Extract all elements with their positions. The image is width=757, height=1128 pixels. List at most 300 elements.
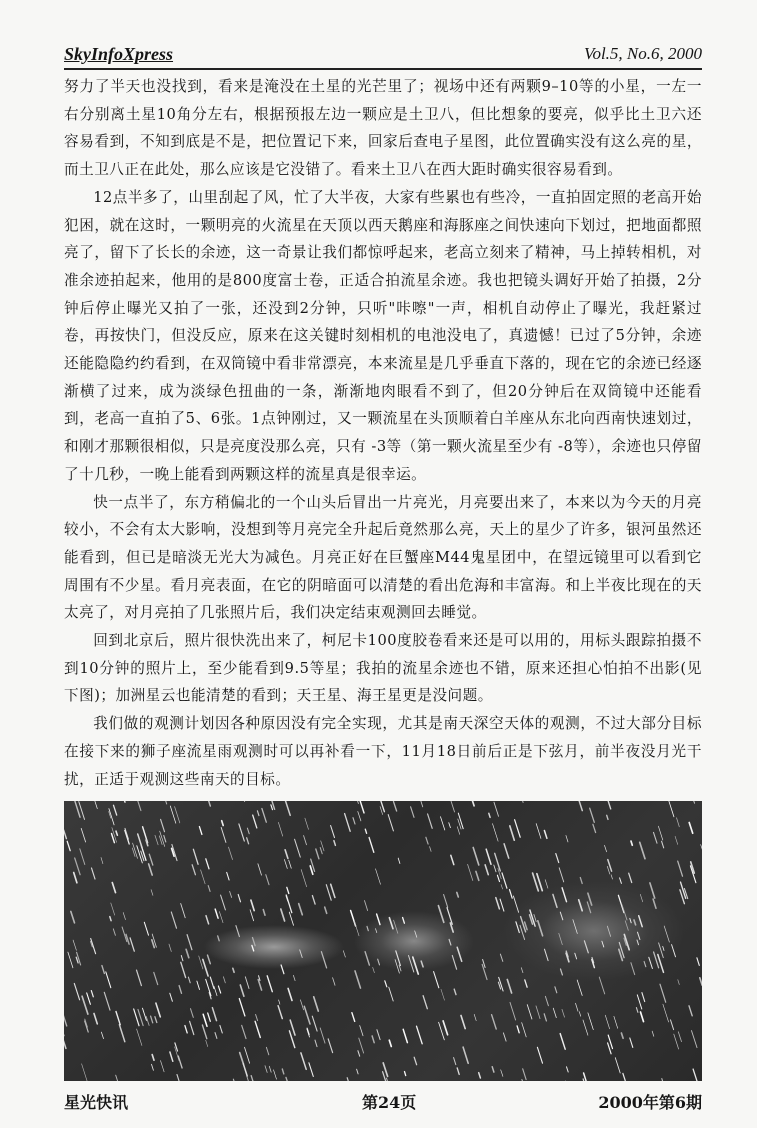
star-streak: [355, 801, 359, 804]
star-streak: [461, 1016, 465, 1029]
star-streak: [156, 1003, 160, 1017]
star-streak: [639, 916, 643, 927]
star-streak: [68, 952, 73, 968]
star-streak: [102, 966, 105, 974]
star-streak: [421, 961, 423, 967]
star-streak: [247, 1076, 252, 1081]
star-streak: [637, 940, 639, 945]
star-streak: [573, 920, 577, 934]
star-streak: [527, 1005, 532, 1019]
star-streak: [247, 828, 249, 834]
star-streak: [358, 1051, 360, 1057]
star-streak: [301, 1053, 306, 1069]
star-streak: [240, 985, 244, 996]
star-streak: [642, 993, 645, 1002]
star-streak: [575, 953, 577, 959]
paragraph-3: 快一点半了，东方稍偏北的一个山头后冒出一片亮光，月亮要出来了，本来以为今天的月亮较小，不会有太大影响，没想到等月亮完全升起后竟然那么亮，天上的星少了许多，银河虽然还能看到，但已是暗淡无光大为减色。月亮正好在巨蟹座M44鬼星团中，在望远镜里可以看到它周围有不少星。看月亮表面，在它的阴暗面可以清楚的看出危海和丰富海。和上半夜比现在的天太亮了，对月亮拍了几张照片后，我们决定结束观测回去睡觉。: [64, 493, 702, 622]
article-body: [64, 73, 702, 793]
star-streak: [181, 956, 183, 961]
star-streak: [602, 941, 604, 947]
star-streak: [208, 955, 211, 964]
star-streak: [405, 1072, 406, 1076]
star-streak: [555, 987, 557, 993]
star-streak: [545, 880, 548, 889]
star-streak: [492, 1015, 497, 1029]
star-streak: [500, 899, 504, 911]
star-streak: [152, 1055, 154, 1061]
star-streak: [389, 987, 393, 1001]
star-streak: [516, 922, 519, 933]
star-streak: [87, 993, 91, 1004]
star-streak: [208, 886, 210, 892]
star-streak: [562, 1009, 565, 1017]
star-streak: [630, 1038, 633, 1047]
star-streak: [316, 849, 319, 859]
star-streak: [243, 1064, 247, 1076]
star-streak: [474, 1014, 476, 1020]
star-streak: [80, 849, 85, 865]
star-streak: [171, 912, 176, 928]
star-streak: [250, 910, 254, 921]
star-streak: [263, 910, 265, 916]
star-streak: [137, 1029, 142, 1046]
star-streak: [197, 981, 200, 989]
star-streak: [559, 933, 563, 944]
star-streak: [181, 904, 186, 918]
footer-issue: 2000年第6期: [598, 1093, 702, 1112]
star-streak: [202, 1025, 206, 1039]
star-streak: [365, 829, 366, 833]
star-streak: [215, 1033, 217, 1039]
star-streak: [146, 1017, 149, 1026]
star-streak: [454, 1058, 456, 1065]
star-streak: [177, 1075, 181, 1081]
star-streak: [608, 1043, 612, 1054]
star-streak: [300, 1000, 303, 1010]
star-streak: [91, 939, 96, 954]
star-streak: [454, 989, 456, 995]
star-streak: [636, 1008, 638, 1013]
star-streak: [279, 1000, 280, 1004]
star-streak: [109, 809, 114, 825]
star-streak: [566, 835, 568, 842]
star-streak: [218, 936, 220, 941]
star-streak: [664, 926, 669, 942]
star-streak: [185, 1026, 187, 1033]
star-streak: [125, 830, 129, 844]
star-streak: [314, 997, 319, 1011]
star-streak: [215, 909, 218, 918]
star-streak: [82, 996, 88, 1014]
star-streak: [247, 838, 249, 844]
star-streak: [81, 828, 85, 842]
star-streak: [76, 957, 78, 963]
star-streak: [212, 1008, 216, 1021]
paragraph-5: 我们做的观测计划因各种原因没有完全实现，尤其是南天深空天体的观测，不过大部分目标在接下来的狮子座流星雨观测时可以再补看一下，11月18日前后正是下弦月，前半夜没月光干扰，正适于观测这些南天的目标。: [64, 715, 702, 788]
star-streak: [468, 864, 473, 880]
star-streak: [560, 1034, 565, 1050]
star-streak: [288, 988, 292, 1000]
star-streak: [426, 837, 428, 844]
star-streak: [671, 1020, 674, 1030]
issue-info: Vol.5, No.6, 2000: [583, 44, 702, 63]
star-streak: [534, 914, 536, 921]
star-streak: [113, 929, 115, 936]
star-streak: [223, 977, 225, 983]
star-streak: [155, 835, 158, 844]
star-streak: [489, 813, 490, 817]
star-streak: [678, 861, 683, 876]
star-streak: [73, 940, 76, 950]
star-streak: [75, 858, 80, 875]
footer-publication: 星光快讯: [64, 1093, 129, 1112]
star-streak: [599, 977, 604, 994]
star-streak: [463, 1047, 468, 1063]
star-streak: [271, 805, 273, 810]
star-streak: [178, 1056, 182, 1068]
star-streak: [255, 1021, 260, 1037]
star-streak: [266, 1047, 268, 1055]
star-streak: [312, 1016, 317, 1031]
star-streak: [578, 801, 583, 811]
star-streak: [672, 945, 676, 957]
star-streak: [206, 859, 209, 869]
star-streak: [590, 808, 595, 822]
star-streak: [253, 938, 256, 946]
star-streak: [428, 814, 433, 828]
star-streak: [326, 885, 331, 901]
star-streak: [674, 1034, 679, 1049]
star-streak: [389, 1040, 391, 1046]
star-streak: [583, 1020, 588, 1035]
star-streak: [354, 921, 359, 936]
star-streak: [286, 895, 292, 913]
star-streak: [536, 1006, 540, 1019]
star-streak: [295, 839, 301, 857]
star-streak: [394, 920, 398, 933]
star-streak: [677, 818, 680, 827]
star-streak: [188, 977, 190, 983]
star-streak: [138, 834, 143, 848]
star-streak: [137, 970, 142, 986]
star-streak: [447, 908, 452, 925]
star-streak: [163, 801, 167, 804]
star-streak: [71, 911, 75, 923]
star-streak: [239, 824, 244, 841]
star-streak: [545, 949, 549, 960]
star-streak: [658, 955, 664, 973]
star-streak: [678, 1032, 681, 1042]
star-streak: [114, 805, 117, 815]
star-streak: [94, 1014, 97, 1024]
star-streak: [201, 870, 206, 884]
star-streak: [457, 892, 459, 897]
meteor-trail-photo: [64, 801, 702, 1081]
star-streak: [701, 845, 702, 855]
star-streak: [394, 802, 397, 811]
star-streak: [111, 903, 115, 915]
star-streak: [345, 814, 351, 832]
star-streak: [210, 977, 214, 988]
star-streak: [357, 1069, 359, 1074]
star-streak: [449, 939, 451, 945]
star-streak: [67, 841, 70, 850]
star-streak: [485, 865, 488, 875]
star-streak: [320, 1028, 325, 1043]
star-streak: [365, 901, 368, 911]
star-streak: [689, 1006, 692, 1016]
star-streak: [614, 1016, 618, 1028]
star-streak: [654, 832, 658, 843]
star-streak: [245, 1047, 250, 1063]
star-streak: [219, 912, 223, 923]
star-streak: [309, 1063, 313, 1077]
star-streak: [233, 1079, 236, 1081]
star-streak: [403, 918, 405, 924]
star-streak: [451, 801, 455, 812]
star-streak: [513, 896, 518, 912]
star-streak: [64, 830, 66, 839]
star-streak: [473, 848, 479, 866]
star-streak: [510, 890, 513, 899]
star-streak: [266, 875, 269, 885]
star-streak: [457, 1068, 459, 1075]
star-streak: [644, 962, 646, 967]
star-streak: [227, 872, 229, 880]
star-streak: [420, 801, 423, 807]
star-streak: [607, 815, 608, 819]
star-streak: [650, 883, 655, 898]
star-streak: [577, 980, 582, 996]
star-streak: [377, 1030, 380, 1040]
star-streak: [522, 1023, 527, 1037]
star-streak: [154, 972, 158, 984]
star-streak: [262, 809, 266, 823]
star-streak: [525, 980, 527, 987]
star-streak: [116, 831, 117, 835]
star-streak: [621, 1033, 623, 1038]
star-streak: [457, 827, 459, 835]
star-streak: [658, 826, 662, 840]
star-streak: [152, 940, 155, 948]
star-streak: [452, 956, 456, 970]
paragraph-1: 努力了半天也没找到，看来是淹没在土星的光芒里了；视场中还有两颗9–10等的小星，一左一右分别离土星10角分左右，根据预报左边一颗应是土卫八，但比想象的要亮，似乎比土卫六还容易看到，不知到底是不是，把位置记下来，回家后查电子星图，此位置确实没有这么亮的星，而土卫八正在此处，那么应该是它没错了。看来土卫八在西大距时确实很容易看到。: [64, 78, 702, 179]
star-streak: [367, 926, 368, 930]
star-streak: [398, 858, 400, 863]
footer-page-number: 第24页: [362, 1093, 417, 1112]
star-streak: [334, 841, 336, 846]
star-streak: [151, 1016, 153, 1023]
star-streak: [221, 895, 226, 910]
star-streak: [631, 963, 635, 975]
star-streak: [245, 977, 249, 989]
star-streak: [415, 931, 417, 937]
star-streak: [653, 899, 656, 908]
star-streak: [545, 996, 548, 1005]
star-streak: [494, 865, 496, 872]
star-streak: [240, 1053, 244, 1064]
star-streak: [106, 972, 111, 988]
star-streak: [116, 1012, 120, 1025]
star-streak: [457, 947, 462, 961]
star-streak: [238, 895, 240, 902]
star-streak: [281, 965, 284, 974]
star-streak: [588, 893, 592, 905]
star-streak: [652, 1031, 654, 1036]
star-streak: [660, 984, 666, 1002]
star-streak: [230, 891, 232, 897]
star-streak: [693, 1069, 698, 1081]
star-streak: [221, 828, 226, 843]
star-streak: [242, 1025, 246, 1038]
star-streak: [403, 1029, 407, 1042]
star-streak: [495, 853, 501, 871]
star-streak: [438, 906, 443, 923]
star-streak: [293, 975, 295, 980]
star-streak: [359, 1038, 364, 1053]
star-streak: [218, 986, 220, 993]
star-streak: [267, 976, 272, 992]
star-streak: [692, 1031, 698, 1048]
star-streak: [517, 1026, 519, 1033]
star-streak: [193, 849, 198, 864]
star-streak: [301, 870, 306, 887]
star-streak: [325, 907, 327, 913]
star-streak: [258, 864, 262, 875]
star-streak: [199, 956, 203, 969]
star-streak: [441, 817, 445, 830]
star-streak: [515, 820, 521, 838]
star-streak: [304, 1006, 310, 1024]
star-streak: [369, 838, 374, 853]
star-streak: [151, 890, 153, 896]
star-streak: [493, 824, 499, 842]
star-streak: [278, 822, 282, 836]
star-streak: [181, 962, 186, 977]
star-streak: [507, 980, 511, 994]
star-streak: [501, 885, 503, 889]
star-streak: [208, 1013, 211, 1021]
star-streak: [510, 1002, 516, 1020]
star-streak: [101, 1032, 103, 1039]
star-streak: [449, 823, 451, 828]
star-streak: [640, 894, 642, 902]
star-streak: [629, 873, 632, 882]
star-streak: [423, 996, 427, 1009]
star-streak: [155, 1017, 157, 1023]
star-streak: [663, 1004, 669, 1022]
star-streak: [130, 938, 134, 951]
star-streak: [328, 1039, 332, 1053]
star-streak: [175, 807, 180, 823]
star-streak: [256, 1015, 258, 1021]
star-streak: [353, 818, 355, 824]
star-streak: [486, 849, 491, 864]
star-streak: [136, 801, 141, 811]
star-streak: [331, 826, 335, 838]
star-streak: [282, 1069, 284, 1074]
star-streak: [625, 921, 628, 930]
star-streak: [331, 884, 335, 897]
star-streak: [608, 801, 611, 809]
star-streak: [605, 845, 607, 851]
star-streak: [274, 1070, 277, 1079]
star-streak: [556, 854, 559, 863]
star-streak: [170, 1052, 173, 1061]
star-streak: [310, 866, 313, 874]
star-streak: [503, 1033, 506, 1041]
star-streak: [620, 878, 622, 884]
star-streak: [538, 921, 543, 936]
star-streak: [584, 1073, 586, 1081]
star-streak: [562, 888, 566, 902]
star-streak: [662, 1079, 666, 1081]
star-streak: [587, 902, 590, 913]
star-streak: [110, 917, 111, 921]
star-streak: [220, 1025, 222, 1033]
star-streak: [634, 920, 636, 925]
star-streak: [376, 929, 377, 933]
star-streak: [376, 869, 381, 885]
star-streak: [521, 801, 523, 803]
star-streak: [315, 1040, 317, 1047]
star-streak: [112, 883, 115, 893]
star-streak: [360, 1026, 363, 1036]
star-streak: [187, 935, 192, 950]
star-streak: [472, 801, 474, 806]
star-streak: [343, 951, 345, 957]
star-streak: [414, 1057, 416, 1064]
star-streak: [149, 864, 153, 875]
star-streak: [251, 1076, 255, 1081]
star-streak: [501, 1070, 503, 1077]
star-streak: [378, 959, 380, 965]
star-streak: [123, 913, 125, 920]
publication-name: SkyInfoXpress: [64, 44, 174, 64]
star-streak: [638, 932, 640, 939]
star-streak: [64, 1015, 67, 1026]
star-streak: [290, 1020, 295, 1035]
star-streak: [605, 1015, 609, 1029]
star-streak: [304, 836, 307, 845]
star-streak: [559, 868, 564, 882]
star-streak: [320, 848, 322, 854]
star-streak: [74, 983, 79, 999]
star-streak: [561, 969, 563, 975]
star-streak: [214, 986, 217, 995]
star-streak: [191, 1009, 194, 1018]
star-streak: [359, 801, 364, 813]
star-streak: [496, 898, 500, 909]
star-streak: [299, 904, 303, 915]
star-streak: [289, 912, 293, 925]
star-streak: [281, 909, 285, 921]
star-streak: [278, 1006, 282, 1019]
star-streak: [284, 860, 287, 869]
star-streak: [236, 926, 240, 937]
star-streak: [430, 847, 432, 852]
star-streak: [206, 801, 210, 806]
star-streak: [697, 958, 699, 966]
star-streak: [622, 905, 627, 920]
star-streak: [286, 1077, 291, 1081]
star-streak: [521, 968, 523, 973]
star-streak: [233, 968, 234, 972]
star-streak: [492, 1067, 494, 1072]
star-streak: [186, 949, 189, 957]
star-streak: [584, 941, 588, 953]
star-streak: [164, 836, 166, 842]
